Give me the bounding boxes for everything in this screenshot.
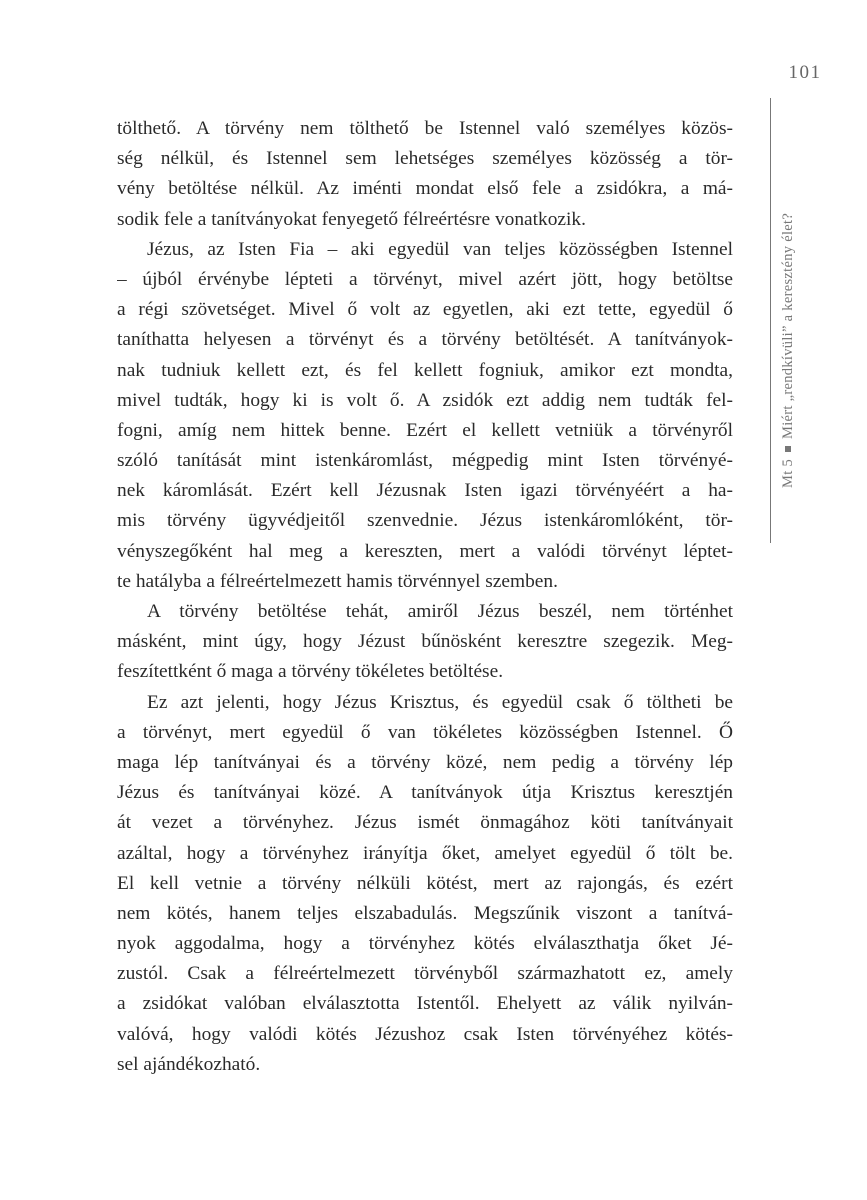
text-line: te hatályba a félreértelmezett hamis törvénnyel szemben. — [117, 570, 558, 592]
paragraph — [117, 688, 733, 1080]
text-line: vény betöltése nélkül. Az iménti mondat első fele a zsidókra, a má- — [117, 178, 733, 200]
text-line: taníthatta helyesen a törvényt és a törvény betöltését. A tanítványok- — [117, 329, 733, 351]
paragraph — [117, 235, 733, 597]
text-line: nak tudniuk kellett ezt, és fel kellett fogniuk, amikor ezt mondta, — [117, 359, 733, 381]
text-line: mivel tudták, hogy ki is volt ő. A zsidók ezt addig nem tudták fel- — [117, 389, 733, 411]
text-line: – újból érvénybe lépteti a törvényt, mivel azért jött, hogy betöltse — [117, 268, 733, 290]
text-line: valóvá, hogy valódi kötés Jézushoz csak Isten törvényéhez kötés- — [117, 1023, 733, 1045]
paragraph — [117, 597, 733, 688]
text-line: vényszegőként hal meg a kereszten, mert a valódi törvényt léptet- — [117, 540, 733, 562]
margin-rule — [770, 98, 771, 543]
text-line: El kell vetnie a törvény nélküli kötést, mert az rajongás, és ezért — [117, 872, 733, 894]
text-line: át vezet a törvényhez. Jézus ismét önmagához köti tanítványait — [117, 812, 733, 834]
text-line: a zsidókat valóban elválasztotta Istentől. Ehelyett az válik nyilván- — [117, 993, 733, 1015]
text-line: Jézus, az Isten Fia – aki egyedül van teljes közösségben Istennel — [147, 238, 733, 260]
text-line: szóló tanítását mint istenkáromlást, mégpedig mint Isten törvényé- — [117, 450, 733, 472]
running-head-title: Miért „rendkívüli” a keresztény élet? — [780, 212, 796, 439]
text-line: nek káromlását. Ezért kell Jézusnak Isten igazi törvényéért a ha- — [117, 480, 733, 502]
text-line: másként, mint úgy, hogy Jézust bűnösként keresztre szegezik. Meg- — [117, 631, 733, 653]
text-line: nem kötés, hanem teljes elszabadulás. Megszűnik viszont a tanítvá- — [117, 902, 733, 924]
text-line: maga lép tanítványai és a törvény közé, nem pedig a törvény lép — [117, 751, 733, 773]
text-line: nyok aggodalma, hogy a törvényhez kötés elválaszthatja őket Jé- — [117, 933, 733, 955]
text-line: feszítettként ő maga a törvény tökéletes betöltése. — [117, 661, 504, 683]
paragraph — [117, 114, 733, 235]
page-number: 101 — [788, 62, 822, 83]
text-line: sodik fele a tanítványokat fenyegető félreértésre vonatkozik. — [117, 208, 586, 230]
text-line: zustól. Csak a félreértelmezett törvényből származhatott ez, amely — [117, 963, 733, 985]
text-line: sel ajándékozható. — [117, 1053, 261, 1075]
text-line: mis törvény ügyvédjeitől szenvednie. Jézus istenkáromlóként, tör- — [117, 510, 733, 532]
text-line: fogni, amíg nem hittek benne. Ezért el kellett vetniük a törvényről — [117, 419, 733, 441]
text-line: tölthető. A törvény nem tölthető be Istennel való személyes közös- — [117, 118, 733, 139]
text-line: ség nélkül, és Istennel sem lehetséges személyes közösség a tör- — [117, 148, 733, 170]
text-line: a régi szövetséget. Mivel ő volt az egyetlen, aki ezt tette, egyedül ő — [117, 299, 733, 321]
text-line: Ez azt jelenti, hogy Jézus Krisztus, és egyedül csak ő töltheti be — [147, 691, 733, 713]
square-bullet-icon — [785, 446, 791, 452]
text-line: a törvényt, mert egyedül ő van tökéletes közösségben Istennel. Ő — [117, 721, 733, 743]
text-line: Jézus és tanítványai közé. A tanítványok útja Krisztus keresztjén — [117, 782, 733, 804]
text-line: azáltal, hogy a törvényhez irányítja őket, amelyet egyedül ő tölt be. — [117, 842, 733, 864]
body-text — [117, 114, 733, 1080]
running-head-chapter: Mt 5 — [780, 459, 796, 488]
text-line: A törvény betöltése tehát, amiről Jézus beszél, nem történhet — [147, 601, 733, 622]
